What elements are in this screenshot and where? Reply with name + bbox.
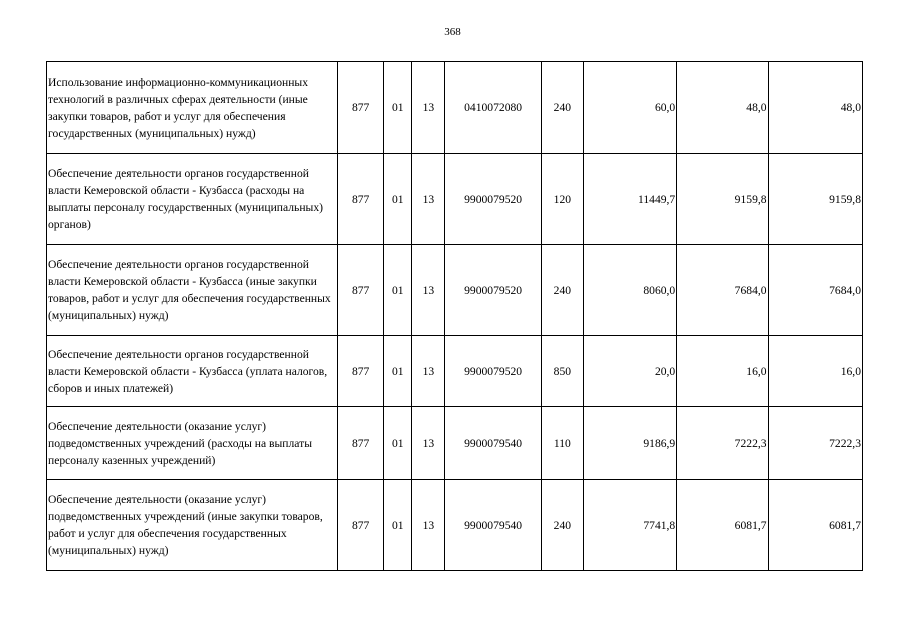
table-row [47,480,863,571]
page-number: 368 [444,26,461,38]
section-cell: 01 [384,62,412,154]
subsection-cell: 13 [412,245,445,336]
amount-2-cell: 7222,3 [677,407,768,480]
budget-table [46,61,863,571]
amount-1-cell: 9186,9 [583,407,676,480]
row-description: Обеспечение деятельности (оказание услуг) подведомственных учреждений (иные закупки товаров, работ и услуг для обеспечения государственных (муниципальных) нужд) [47,480,338,571]
section-cell: 01 [384,245,412,336]
target-article-cell: 9900079540 [445,407,541,480]
expense-type-cell: 240 [541,480,583,571]
target-article-cell: 9900079540 [445,480,541,571]
section-cell: 01 [384,407,412,480]
amount-3-cell: 7222,3 [768,407,862,480]
amount-2-cell: 7684,0 [677,245,768,336]
amount-2-cell: 48,0 [677,62,768,154]
grbs-cell: 877 [338,245,384,336]
table-row [47,245,863,336]
amount-1-cell: 11449,7 [583,154,676,245]
target-article-cell: 9900079520 [445,154,541,245]
amount-2-cell: 9159,8 [677,154,768,245]
grbs-cell: 877 [338,62,384,154]
amount-2-cell: 16,0 [677,336,768,407]
amount-3-cell: 16,0 [768,336,862,407]
target-article-cell: 9900079520 [445,336,541,407]
amount-1-cell: 8060,0 [583,245,676,336]
section-cell: 01 [384,336,412,407]
subsection-cell: 13 [412,480,445,571]
target-article-cell: 0410072080 [445,62,541,154]
row-description: Обеспечение деятельности (оказание услуг) подведомственных учреждений (расходы на выплаты персоналу казенных учреждений) [47,407,338,480]
table-row [47,62,863,154]
expense-type-cell: 120 [541,154,583,245]
grbs-cell: 877 [338,407,384,480]
subsection-cell: 13 [412,62,445,154]
subsection-cell: 13 [412,407,445,480]
table-row [47,336,863,407]
expense-type-cell: 240 [541,245,583,336]
section-cell: 01 [384,154,412,245]
target-article-cell: 9900079520 [445,245,541,336]
row-description: Обеспечение деятельности органов государственной власти Кемеровской области - Кузбасса (расходы на выплаты персоналу государственных (муниципальных) органов) [47,154,338,245]
expense-type-cell: 850 [541,336,583,407]
amount-3-cell: 7684,0 [768,245,862,336]
subsection-cell: 13 [412,336,445,407]
expense-type-cell: 110 [541,407,583,480]
table-row [47,407,863,480]
expense-type-cell: 240 [541,62,583,154]
amount-3-cell: 48,0 [768,62,862,154]
row-description: Обеспечение деятельности органов государственной власти Кемеровской области - Кузбасса (уплата налогов, сборов и иных платежей) [47,336,338,407]
table-row [47,154,863,245]
grbs-cell: 877 [338,480,384,571]
amount-2-cell: 6081,7 [677,480,768,571]
amount-3-cell: 9159,8 [768,154,862,245]
amount-3-cell: 6081,7 [768,480,862,571]
row-description: Использование информационно-коммуникационных технологий в различных сферах деятельности (иные закупки товаров, работ и услуг для обеспечения государственных (муниципальных) нужд) [47,62,338,154]
amount-1-cell: 7741,8 [583,480,676,571]
amount-1-cell: 60,0 [583,62,676,154]
row-description: Обеспечение деятельности органов государственной власти Кемеровской области - Кузбасса (иные закупки товаров, работ и услуг для обеспечения государственных (муниципальных) нужд) [47,245,338,336]
section-cell: 01 [384,480,412,571]
subsection-cell: 13 [412,154,445,245]
grbs-cell: 877 [338,336,384,407]
grbs-cell: 877 [338,154,384,245]
amount-1-cell: 20,0 [583,336,676,407]
